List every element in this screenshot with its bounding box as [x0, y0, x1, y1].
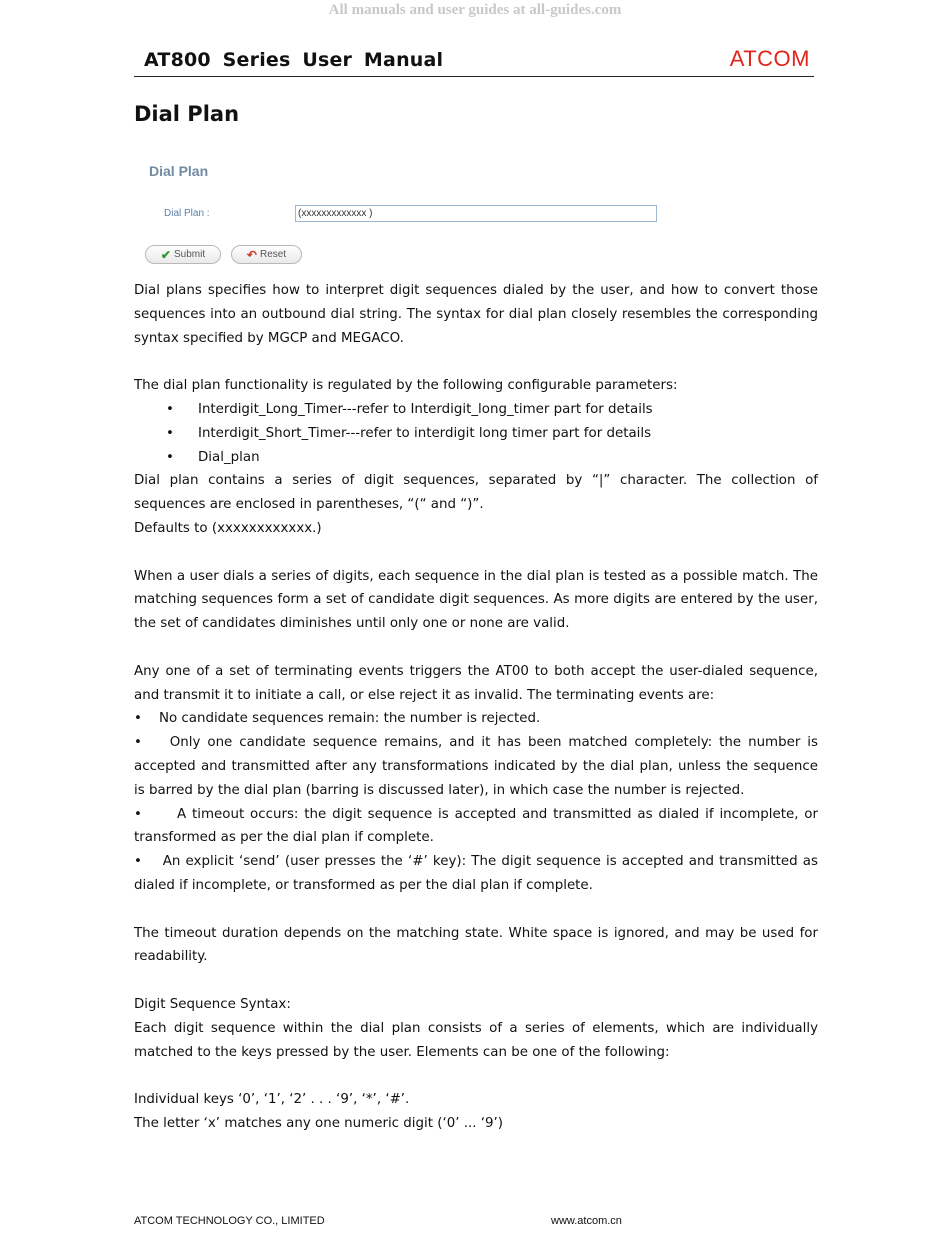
footer-website: www.atcom.cn [551, 1215, 622, 1227]
paragraph-matching: When a user dials a series of digits, each sequence in the dial plan is tested as a possible match. The matching sequences form a set of candidate digit sequences. As more digits are entered by the user, the set of candidates diminishes until only one or none are valid. [134, 568, 818, 632]
list-item-text: No candidate sequences remain: the number is rejected. [158, 711, 541, 727]
form-heading: Dial Plan [149, 163, 209, 179]
submit-label: Submit [173, 249, 206, 260]
list-item: • Dial_plan [166, 446, 818, 470]
list-item-text: A timeout occurs: the digit sequence is accepted and transmitted as dialed if incomplete, or transformed as per the dial plan if complete. [134, 806, 818, 846]
footer-company: ATCOM TECHNOLOGY CO., LIMITED [134, 1215, 325, 1227]
list-item: • Interdigit_Long_Timer---refer to Interdigit_long_timer part for details [166, 398, 818, 422]
list-item: • Interdigit_Short_Timer---refer to interdigit long timer part for details [166, 422, 818, 446]
list-item: • No candidate sequences remain: the number is rejected. [134, 711, 541, 727]
dial-plan-label: Dial Plan : [164, 208, 210, 219]
checkmark-icon: ✔ [160, 247, 171, 262]
paragraph-parameters: The dial plan functionality is regulated by the following configurable parameters: [134, 378, 678, 394]
paragraph-syntax: Each digit sequence within the dial plan consists of a series of elements, which are individually matched to the keys pressed by the user. Elements can be one of the following: [134, 1020, 818, 1060]
paragraph-timeout: The timeout duration depends on the matching state. White space is ignored, and may be used for readability. [134, 925, 818, 965]
submit-button[interactable] [145, 245, 221, 264]
list-item-text: An explicit ‘send’ (user presses the ‘#’ key): The digit sequence is accepted and transmitted as dialed if incomplete, or transformed as per the dial plan if complete. [134, 854, 818, 893]
paragraph-terminating: Any one of a set of terminating events triggers the AT00 to both accept the user-dialed sequence, and transmit it to initiate a call, or else reject it as invalid. The terminating events are: [134, 663, 818, 703]
syntax-heading: Digit Sequence Syntax: [134, 996, 291, 1012]
paragraph-letter-x: The letter ‘x’ matches any one numeric digit (‘0’ ... ‘9’) [134, 1115, 504, 1131]
page-header [134, 46, 814, 77]
list-item-text: Interdigit_Short_Timer---refer to interdigit long timer part for details [198, 425, 652, 441]
watermark: All manuals and user guides at all-guides.com [328, 2, 622, 18]
manual-title: AT800 Series User Manual [144, 49, 444, 71]
list-item-text: Dial_plan [198, 449, 260, 465]
list-item: • An explicit ‘send’ (user presses the ‘#’ key): The digit sequence is accepted and transmitted as dialed if incomplete, or transformed as per the dial plan if complete. [134, 854, 818, 893]
dial-plan-input[interactable]: (xxxxxxxxxxxxx ) [295, 205, 657, 222]
dial-plan-default: Defaults to (xxxxxxxxxxxx.) [134, 520, 322, 536]
list-item: • A timeout occurs: the digit sequence is accepted and transmitted as dialed if incomplete, or transformed as per the dial plan if complete. [134, 806, 818, 846]
paragraph-intro: Dial plans specifies how to interpret digit sequences dialed by the user, and how to convert those sequences into an outbound dial string. The syntax for dial plan closely resembles the corresponding syntax specified by MGCP and MEGACO. [134, 283, 818, 346]
list-item-text: Only one candidate sequence remains, and it has been matched completely: the number is accepted and transmitted after any transformations indicated by the dial plan, unless the sequence is barred by the dial plan (barring is discussed later), in which case the number is rejected. [134, 735, 818, 798]
paragraph-keys: Individual keys ‘0’, ‘1’, ‘2’ . . . ‘9’, ‘*’, ‘#’. [134, 1092, 410, 1108]
dial-plan-description: Dial plan contains a series of digit sequences, separated by “|” character. The collection of sequences are enclosed in parentheses, “(“ and “)”. [134, 473, 818, 513]
list-item: • Only one candidate sequence remains, and it has been matched completely: the number is accepted and transmitted after any transformations indicated by the dial plan, unless the sequence is barred by the dial plan (barring is discussed later), in which case the number is rejected. [134, 735, 818, 798]
reset-label: Reset [259, 249, 287, 260]
list-item-text: Interdigit_Long_Timer---refer to Interdigit_long_timer part for details [198, 401, 653, 417]
undo-arrow-icon: ↶ [246, 247, 257, 262]
reset-button[interactable] [231, 245, 302, 264]
atcom-logo: ATCOM [729, 46, 810, 71]
section-title: Dial Plan [134, 102, 240, 126]
body-text [134, 279, 818, 1136]
